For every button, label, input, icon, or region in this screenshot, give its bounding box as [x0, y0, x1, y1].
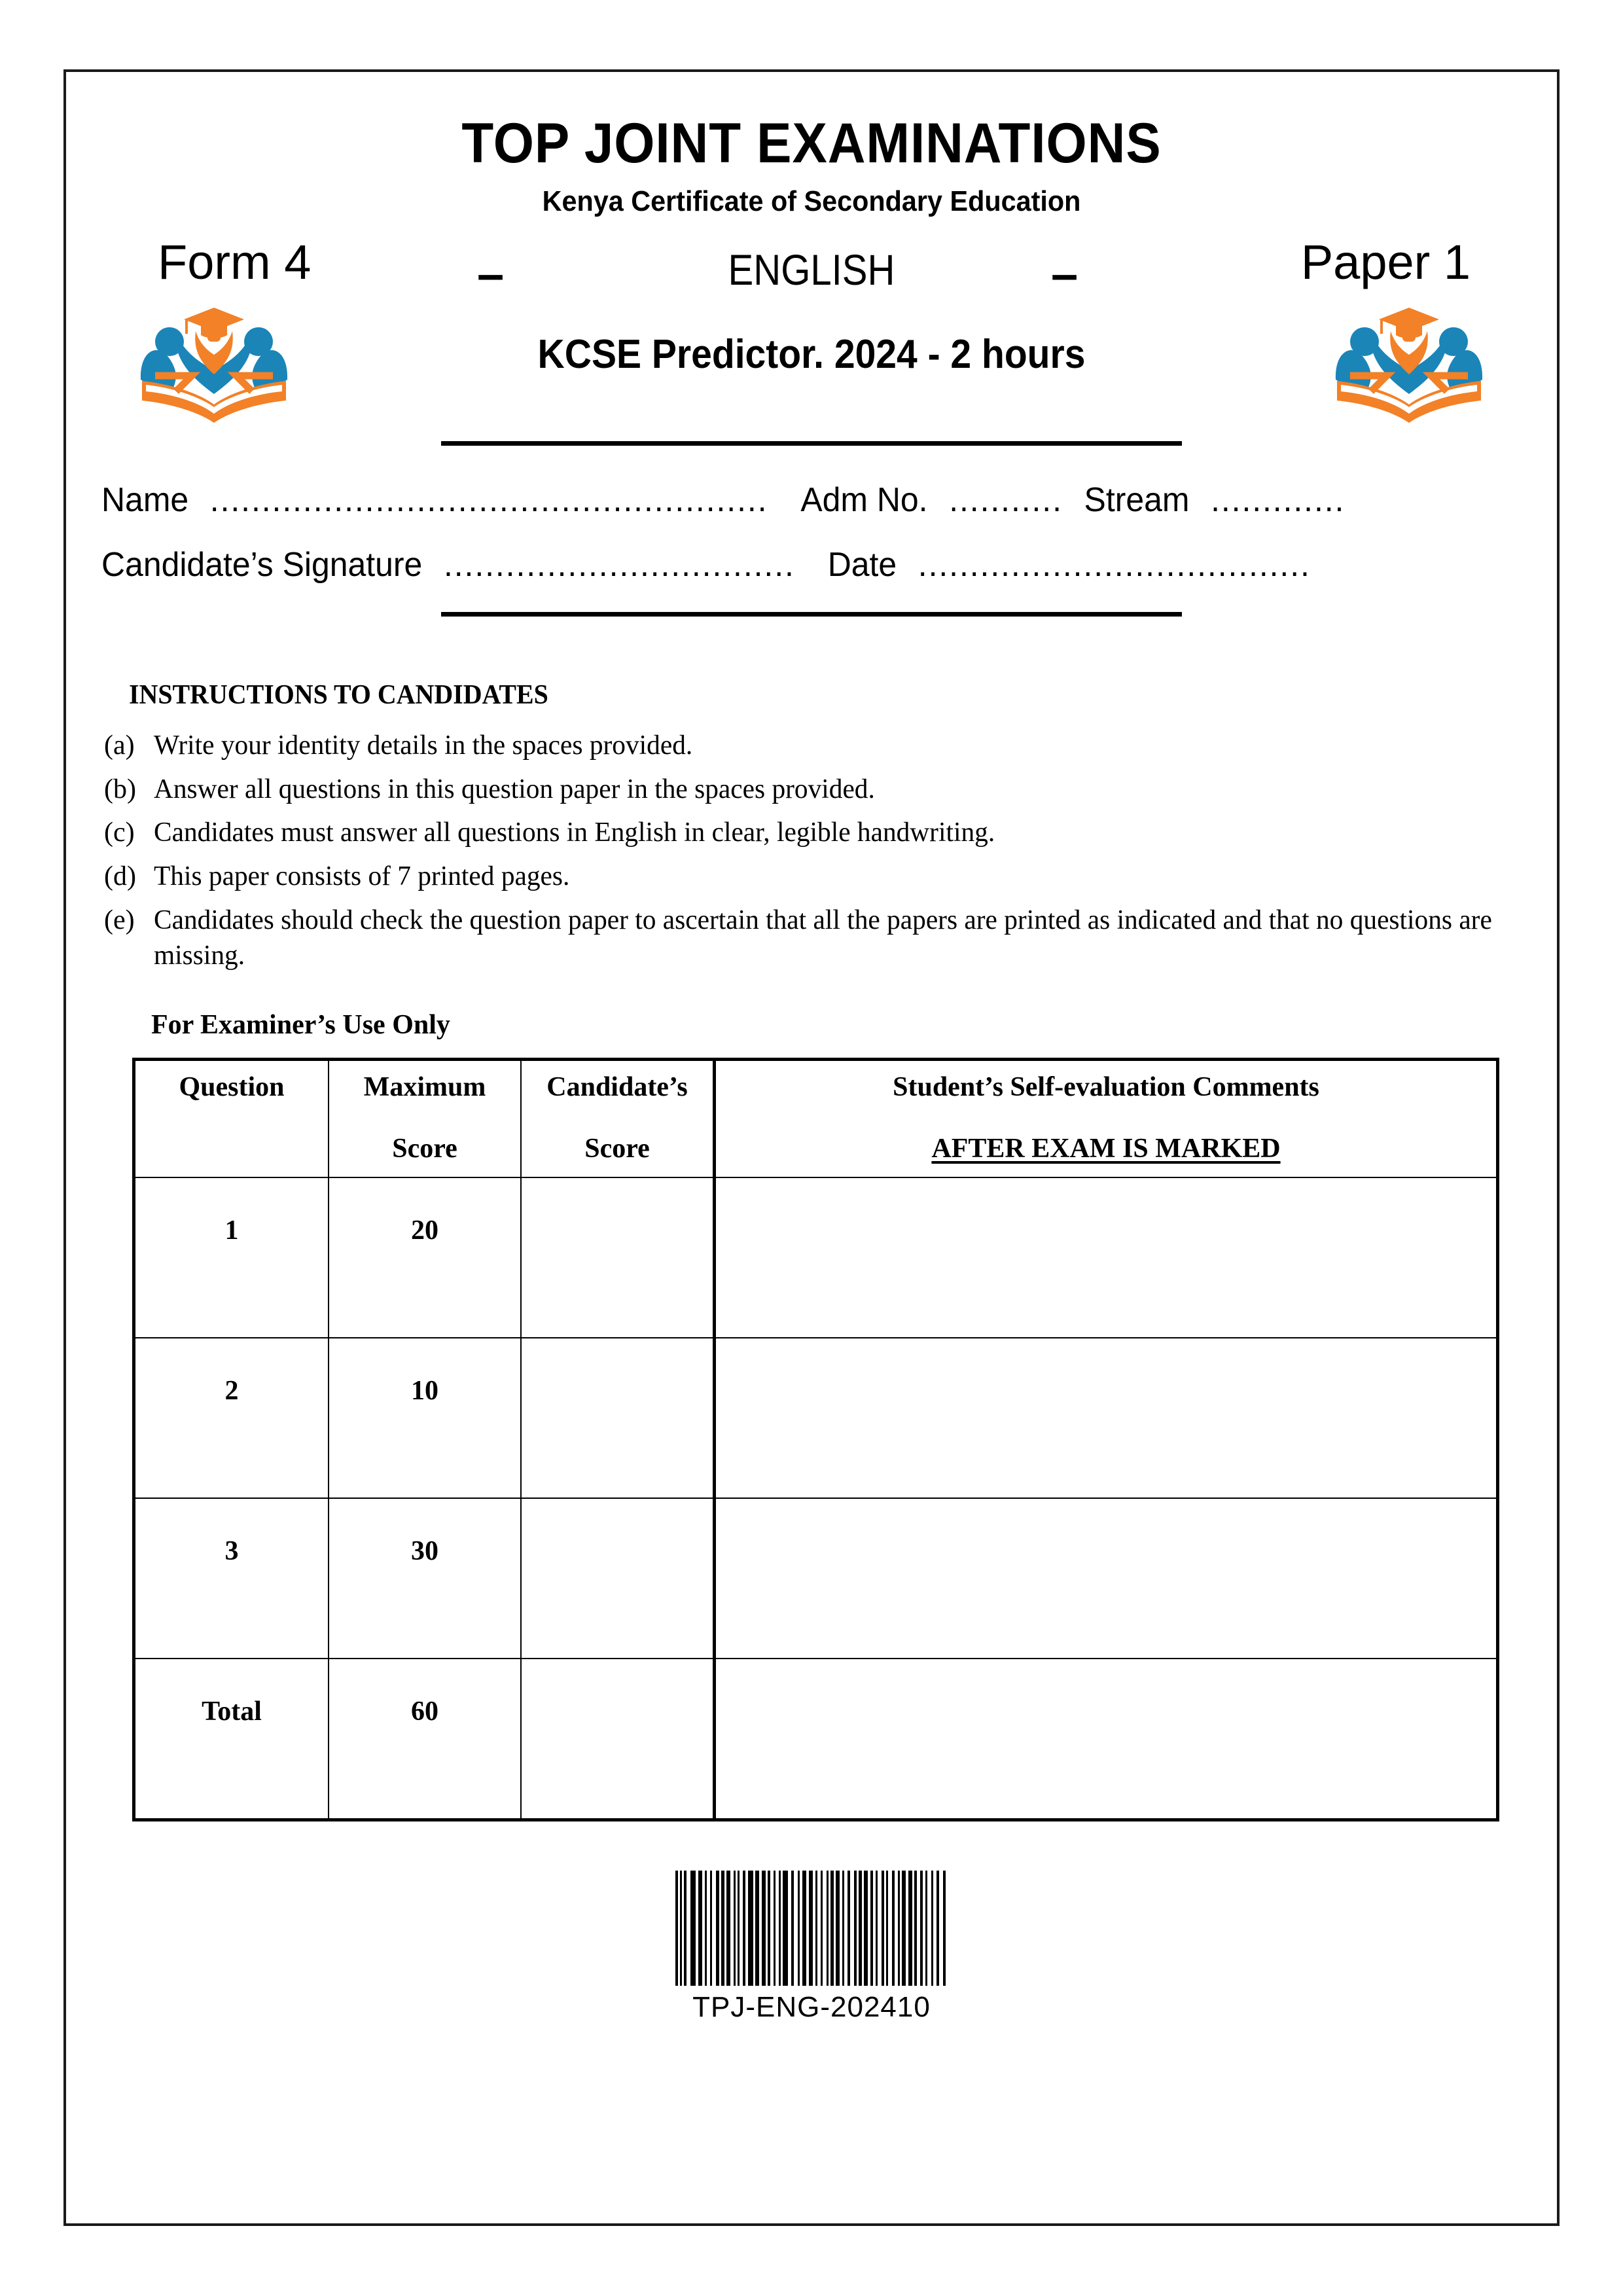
cell-question-total: Total	[134, 1659, 329, 1820]
column-header-question: Question	[134, 1059, 329, 1177]
cell-comments-total[interactable]	[715, 1659, 1498, 1820]
table-row	[134, 1498, 1498, 1659]
signature-input[interactable]: ..................................	[443, 546, 795, 584]
maximum-line2: Score	[392, 1133, 457, 1164]
instruction-label: (d)	[104, 861, 136, 891]
comments-line1: Student’s Self-evaluation Comments	[893, 1071, 1319, 1102]
stream-label: Stream	[1084, 481, 1190, 519]
cell-comments[interactable]	[715, 1177, 1498, 1338]
subject-label: ENGLISH	[728, 245, 895, 294]
table-row	[134, 1177, 1498, 1338]
page-frame	[63, 69, 1560, 2226]
candidate-line2: Score	[584, 1133, 650, 1164]
name-label: Name	[101, 481, 189, 519]
header-subtitle: Kenya Certificate of Secondary Education	[542, 185, 1081, 217]
date-label: Date	[827, 546, 897, 584]
comments-line2: AFTER EXAM IS MARKED	[931, 1133, 1281, 1164]
education-logo-right	[1330, 302, 1488, 423]
cell-comments[interactable]	[715, 1338, 1498, 1498]
cell-question: 2	[134, 1338, 329, 1498]
cell-question: 1	[134, 1177, 329, 1338]
table-header-row	[134, 1059, 1498, 1177]
column-header-candidate-score	[521, 1059, 715, 1177]
instructions-title: INSTRUCTIONS TO CANDIDATES	[129, 680, 548, 711]
barcode-label: TPJ-ENG-202410	[692, 1990, 931, 2023]
cell-comments[interactable]	[715, 1498, 1498, 1659]
stream-input[interactable]: .............	[1211, 481, 1346, 519]
column-header-maximum-score	[329, 1059, 521, 1177]
cell-maximum: 30	[329, 1498, 521, 1659]
examiner-section-title: For Examiner’s Use Only	[151, 1009, 450, 1040]
instruction-label: (a)	[104, 730, 135, 761]
predictor-line: KCSE Predictor. 2024 - 2 hours	[537, 332, 1086, 377]
identity-fields	[66, 482, 1557, 583]
maximum-line1: Maximum	[363, 1071, 486, 1102]
dash-left: –	[477, 247, 505, 301]
name-input[interactable]: ......................................................	[209, 481, 768, 519]
instruction-item	[104, 859, 1545, 895]
header-rule-top	[441, 441, 1182, 446]
instruction-text: Candidates should check the question paper to ascertain that all the papers are printed as indicated and that no questions are missing.	[154, 905, 1492, 971]
column-header-comments	[715, 1059, 1498, 1177]
paper-label: Paper 1	[1300, 235, 1471, 289]
header-title: TOP JOINT EXAMINATIONS	[461, 112, 1162, 175]
cell-maximum: 20	[329, 1177, 521, 1338]
instruction-label: (c)	[104, 817, 135, 848]
instruction-label: (b)	[104, 774, 136, 804]
cell-candidate-score[interactable]	[521, 1498, 715, 1659]
cell-maximum-total: 60	[329, 1659, 521, 1820]
cell-candidate-score[interactable]	[521, 1177, 715, 1338]
instruction-text: This paper consists of 7 printed pages.	[154, 861, 570, 891]
instruction-item	[104, 772, 1545, 808]
instructions-section	[66, 679, 1557, 974]
barcode-section	[66, 1862, 1557, 2024]
instruction-item	[104, 815, 1545, 851]
table-row	[134, 1659, 1498, 1820]
signature-label: Candidate’s Signature	[101, 546, 423, 584]
cell-question: 3	[134, 1498, 329, 1659]
header-rule-bottom	[441, 612, 1182, 617]
form-label: Form 4	[158, 235, 312, 289]
instruction-text: Answer all questions in this question paper in the spaces provided.	[154, 774, 875, 804]
adm-label: Adm No.	[800, 481, 928, 519]
cell-candidate-score[interactable]	[521, 1338, 715, 1498]
instruction-item	[104, 903, 1545, 974]
instruction-label: (e)	[104, 905, 135, 935]
barcode-image	[675, 1871, 948, 1986]
signature-line	[101, 547, 1466, 583]
instruction-text: Write your identity details in the spaces provided.	[154, 730, 693, 761]
instruction-text: Candidates must answer all questions in English in clear, legible handwriting.	[154, 817, 995, 848]
header-logo-row	[66, 302, 1557, 427]
header-subject-row	[66, 230, 1557, 301]
name-line	[101, 482, 1466, 518]
instruction-item	[104, 728, 1545, 764]
table-row	[134, 1338, 1498, 1498]
date-input[interactable]: ......................................	[918, 546, 1311, 584]
cell-candidate-score-total[interactable]	[521, 1659, 715, 1820]
adm-input[interactable]: ...........	[949, 481, 1063, 519]
score-table	[132, 1058, 1499, 1821]
dash-right: –	[1051, 247, 1079, 301]
cell-maximum: 10	[329, 1338, 521, 1498]
candidate-line1: Candidate’s	[546, 1071, 688, 1102]
